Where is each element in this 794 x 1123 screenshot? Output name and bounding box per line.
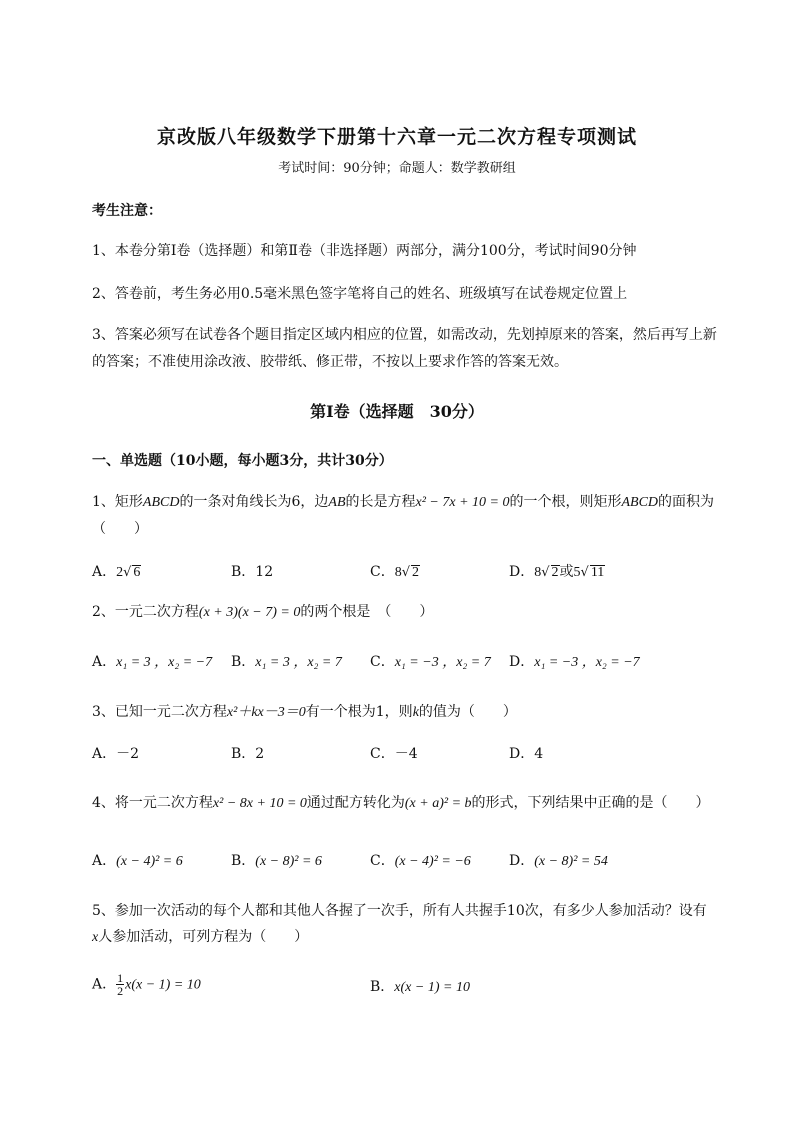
- q4-option-c[interactable]: C．(x − 4)² = −6: [370, 853, 471, 869]
- q1-option-b[interactable]: B．12: [231, 564, 274, 580]
- var-x: x: [92, 930, 99, 945]
- q2-option-c[interactable]: C．x₁ = −3 ，x₂ = 7: [370, 654, 491, 670]
- note-3-line-1: 3、答案必须写在试卷各个题目指定区域内相应的位置，如需改动，先划掉原来的答案，然后再写上新: [92, 327, 717, 343]
- q3-option-c[interactable]: C．－4: [370, 746, 418, 762]
- equation: (x + 3)(x − 7) = 0: [198, 605, 301, 620]
- q1-option-a[interactable]: A．2√ 6: [92, 564, 141, 580]
- question-5-stem-line-2: x人参加活动，可列方程为（ ）: [92, 929, 309, 945]
- equation: x² − 8x + 10 = 0: [212, 796, 307, 811]
- q1-option-d[interactable]: D．8√ 2或5√ 11: [509, 564, 605, 580]
- q5-option-b[interactable]: B．x(x − 1) = 10: [370, 979, 470, 995]
- note-2: 2、答卷前，考生务必用0.5毫米黑色签字笔将自己的姓名、班级填写在试卷规定位置上: [92, 286, 628, 302]
- radical-sign: √: [580, 565, 589, 580]
- page-title: 京改版八年级数学下册第十六章一元二次方程专项测试: [156, 126, 637, 148]
- var-abcd: ABCD: [142, 495, 180, 510]
- var-ab: AB: [328, 495, 346, 510]
- q2-option-b[interactable]: B．x₁ = 3 ，x₂ = 7: [231, 654, 342, 670]
- q4-option-a[interactable]: A．(x − 4)² = 6: [92, 853, 183, 869]
- question-1-stem: 1、矩形ABCD的一条对角线长为6，边AB的长是方程x² − 7x + 10 = 0的一个根，则矩形ABCD的面积为: [92, 494, 715, 510]
- radical-sign: √: [541, 565, 550, 580]
- q3-option-a[interactable]: A．－2: [92, 746, 140, 762]
- fraction: $\frac{1}{2}$: [117, 971, 124, 998]
- note-1: 1、本卷分第I卷（选择题）和第Ⅱ卷（非选择题）两部分，满分100分，考试时间90分钟: [92, 243, 637, 259]
- exam-subtitle: 考试时间：90分钟；命题人：数学教研组: [278, 161, 516, 176]
- q3-option-b[interactable]: B．2: [231, 746, 265, 762]
- radical-sign: √: [123, 565, 132, 580]
- part-heading: 一、单选题（10小题，每小题3分，共计30分）: [92, 453, 393, 469]
- question-4-stem: 4、将一元二次方程x² − 8x + 10 = 0通过配方转化为(x + a)² = b的形式，下列结果中正确的是（ ）: [92, 795, 710, 811]
- var-abcd: ABCD: [621, 495, 659, 510]
- question-1-blank: （ ）: [92, 521, 148, 537]
- notes-heading: 考生注意：: [92, 203, 162, 219]
- question-5-stem-line-1: 5、参加一次活动的每个人都和其他人各握了一次手，所有人共握手10次，有多少人参加活动？设有: [92, 903, 707, 919]
- section-title: 第I卷（选择题 30分）: [310, 402, 484, 421]
- q4-option-b[interactable]: B．(x − 8)² = 6: [231, 853, 322, 869]
- question-3-stem: 3、已知一元二次方程x²＋kx－3＝0有一个根为1，则k的值为（ ）: [92, 704, 517, 720]
- equation: x²＋kx－3＝0: [226, 705, 306, 720]
- var-k: k: [412, 705, 419, 720]
- radical-sign: √: [401, 565, 411, 580]
- q1-option-c[interactable]: C．8√ 2: [370, 564, 420, 580]
- q4-option-d[interactable]: D．(x − 8)² = 54: [509, 853, 608, 869]
- equation: x² − 7x + 10 = 0: [415, 495, 510, 510]
- q2-option-a[interactable]: A．x₁ = 3 ，x₂ = −7: [92, 654, 213, 670]
- target-form: (x + a)² = b: [404, 796, 472, 811]
- q2-option-d[interactable]: D．x₁ = −3 ，x₂ = −7: [509, 654, 640, 670]
- q5-option-a[interactable]: A． $\frac{1}{2}$ x(x − 1) = 10: [92, 971, 201, 998]
- q3-option-d[interactable]: D．4: [509, 746, 544, 762]
- note-3-line-2: 的答案；不准使用涂改液、胶带纸、修正带，不按以上要求作答的答案无效。: [92, 354, 568, 370]
- question-2-stem: 2、一元二次方程(x + 3)(x − 7) = 0的两个根是 （ ）: [92, 604, 434, 620]
